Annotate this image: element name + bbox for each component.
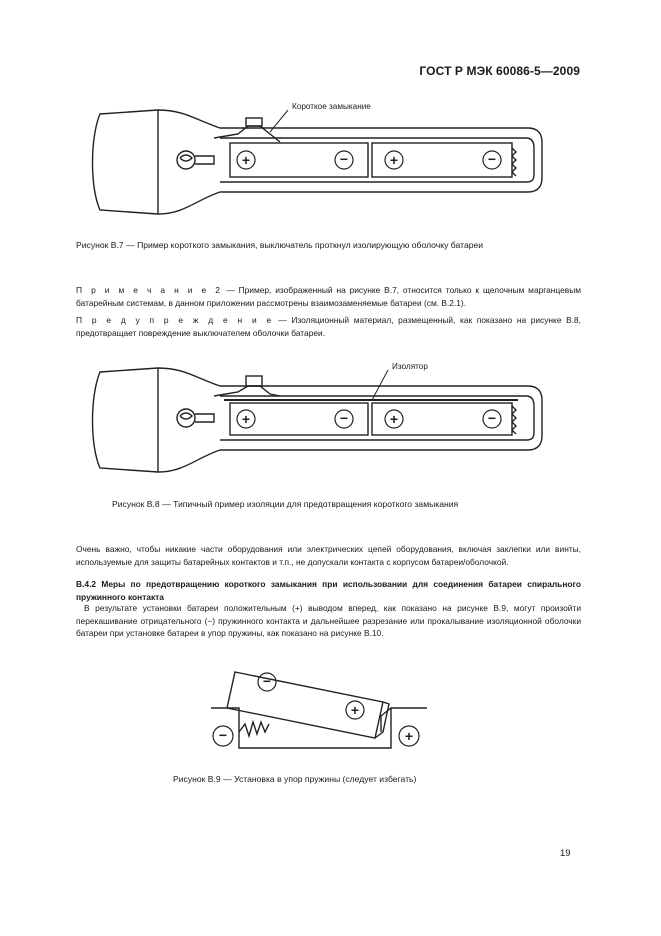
note-lead: П р и м е ч а н и е 2 [76,285,223,295]
page-number: 19 [560,848,571,859]
plus-symbol: + [404,728,414,744]
plus-symbol: + [241,152,251,168]
short-circuit-label: Короткое замыкание [292,102,371,111]
section-heading: В.4.2 Меры по предотвращению короткого замыкания при использовании для соединения батареи спирального пружинного контакта [76,579,581,602]
insulator-label: Изолятор [392,362,428,371]
body-paragraph-2: В результате установки батареи положительным (+) выводом вперед, как показано на рисунке В.9, могут произойти перекашивание отрицательного (−) пружинного контакта и дальнейшее разрезание или прокалывание изоляционной оболочки батареи при установке батареи в упор пружины, как показано на рисунке В.10. [76,603,581,638]
plus-symbol: + [350,702,360,718]
minus-symbol: − [218,727,228,743]
figure-b8-caption: Рисунок В.8 — Типичный пример изоляции для предотвращения короткого замыкания [112,499,459,509]
minus-symbol: − [487,151,497,167]
document-header: ГОСТ Р МЭК 60086-5—2009 [419,64,580,78]
body-paragraph-1: Очень важно, чтобы никакие части оборудования или электрических цепей оборудования, включая заклепки или винты, используемые для защиты батарейных контактов и т.п., не допускали контакта с корпусом батареи/оболочкой. [76,544,581,567]
note-paragraph [76,284,581,309]
figure-b7 [88,98,548,228]
plus-symbol: + [389,411,399,427]
figure-b9 [205,652,435,762]
minus-symbol: − [487,410,497,426]
note-text: — Пример, изображенный на рисунке В.7, относится только к щелочным марганцевым батарейным системам, в данном приложении рассмотрены взаимозаменяемые батареи (см. В.2.1). [76,285,581,308]
minus-symbol: − [339,410,349,426]
figure-b8 [88,356,548,486]
warning-lead: П р е д у п р е ж д е н и е [76,315,274,325]
figure-b7-caption: Рисунок В.7 — Пример короткого замыкания, выключатель проткнул изолирующую оболочку батареи [76,240,484,250]
warning-text: — Изоляционный материал, размещенный, как показано на рисунке В.8, предотвращает повреждение выключателем оболочки батареи. [76,315,581,338]
warning-paragraph [76,314,581,339]
minus-symbol: − [262,673,272,689]
plus-symbol: + [389,152,399,168]
minus-symbol: − [339,151,349,167]
figure-b9-caption: Рисунок В.9 — Установка в упор пружины (следует избегать) [173,774,417,784]
plus-symbol: + [241,411,251,427]
